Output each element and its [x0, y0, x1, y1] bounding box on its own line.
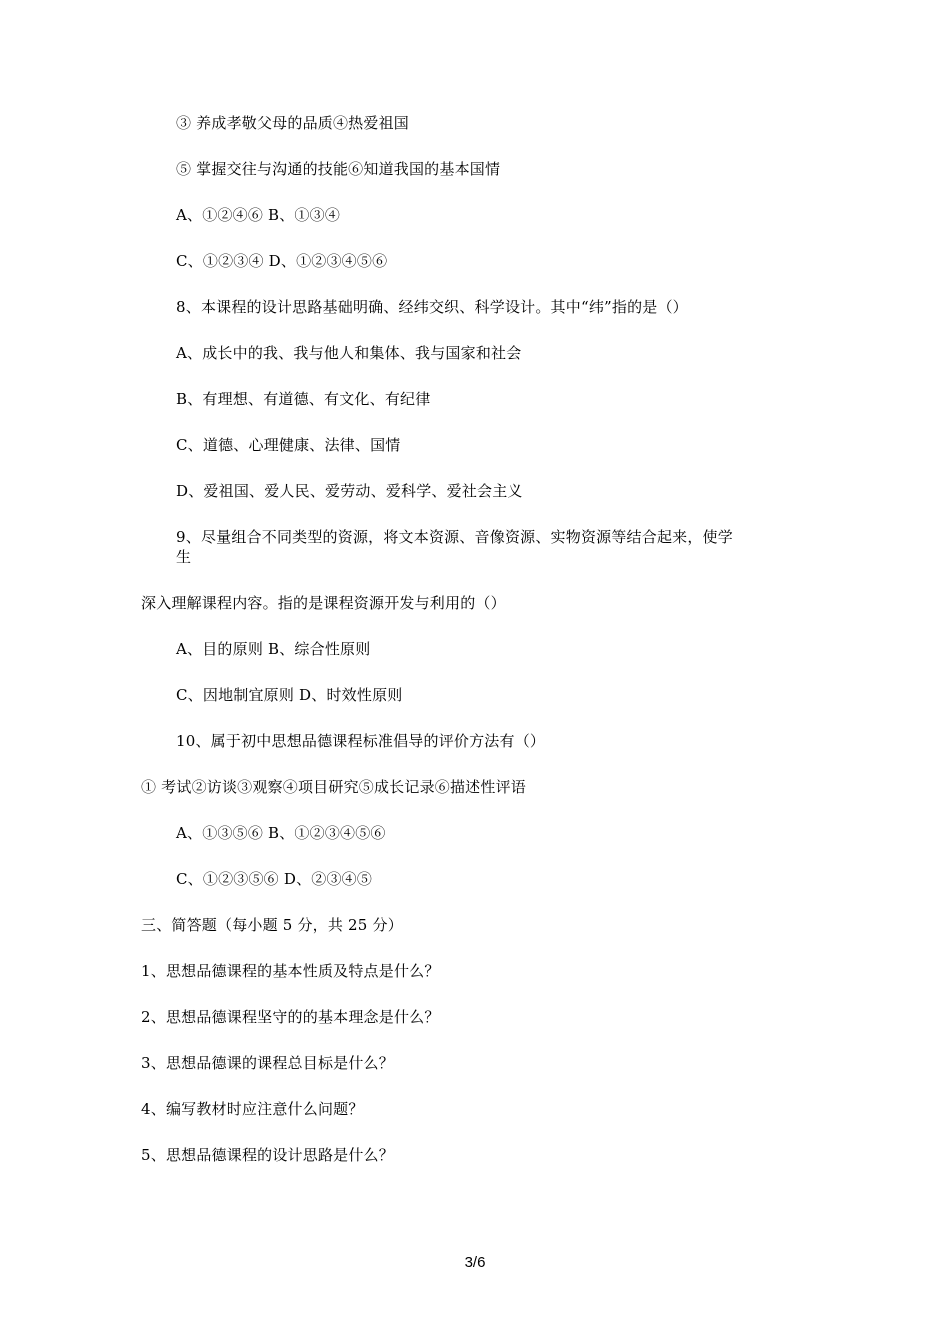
question-8-option-b: B、有理想、有道德、有文化、有纪律	[176, 390, 431, 408]
short-answer-question-5: 5、思想品德课程的设计思路是什么？	[141, 1146, 394, 1164]
short-answer-question-3: 3、思想品德课的课程总目标是什么？	[141, 1054, 394, 1072]
short-answer-question-2: 2、思想品德课程坚守的的基本理念是什么？	[141, 1008, 440, 1026]
question-10-items: ① 考试②访谈③观察④项目研究⑤成长记录⑥描述性评语	[141, 778, 526, 796]
section-heading-short-answer: 三、简答题（每小题 5 分，共 25 分）	[141, 916, 403, 934]
question-8-option-d: D、爱祖国、爱人民、爱劳动、爱科学、爱社会主义	[176, 482, 523, 500]
question-9-options-a-b: A、目的原则 B、综合性原则	[176, 640, 371, 658]
question-9-continuation: 深入理解课程内容。指的是课程资源开发与利用的（）	[141, 594, 506, 612]
answer-choice-a-b: A、①②④⑥ B、①③④	[176, 206, 341, 224]
question-10-options-c-d: C、①②③⑤⑥ D、②③④⑤	[176, 870, 373, 888]
question-8: 8、本课程的设计思路基础明确、经纬交织、科学设计。其中“纬”指的是（）	[176, 298, 688, 316]
answer-choice-c-d: C、①②③④ D、①②③④⑤⑥	[176, 252, 388, 270]
question-9-wrap: 生	[176, 548, 192, 566]
page-number: 3/6	[464, 1254, 486, 1271]
option-line-5-6: ⑤ 掌握交往与沟通的技能⑥知道我国的基本国情	[176, 160, 501, 178]
question-8-option-a: A、成长中的我、我与他人和集体、我与国家和社会	[176, 344, 522, 362]
option-line-3-4: ③ 养成孝敬父母的品质④热爱祖国	[176, 114, 409, 132]
question-9-options-c-d: C、因地制宜原则 D、时效性原则	[176, 686, 403, 704]
question-9: 9、尽量组合不同类型的资源，将文本资源、音像资源、实物资源等结合起来，使学	[176, 528, 733, 546]
question-10: 10、属于初中思想品德课程标准倡导的评价方法有（）	[176, 732, 546, 750]
question-8-option-c: C、道德、心理健康、法律、国情	[176, 436, 401, 454]
question-10-options-a-b: A、①③⑤⑥ B、①②③④⑤⑥	[176, 824, 386, 842]
short-answer-question-4: 4、编写教材时应注意什么问题？	[141, 1100, 364, 1118]
short-answer-question-1: 1、思想品德课程的基本性质及特点是什么？	[141, 962, 440, 980]
